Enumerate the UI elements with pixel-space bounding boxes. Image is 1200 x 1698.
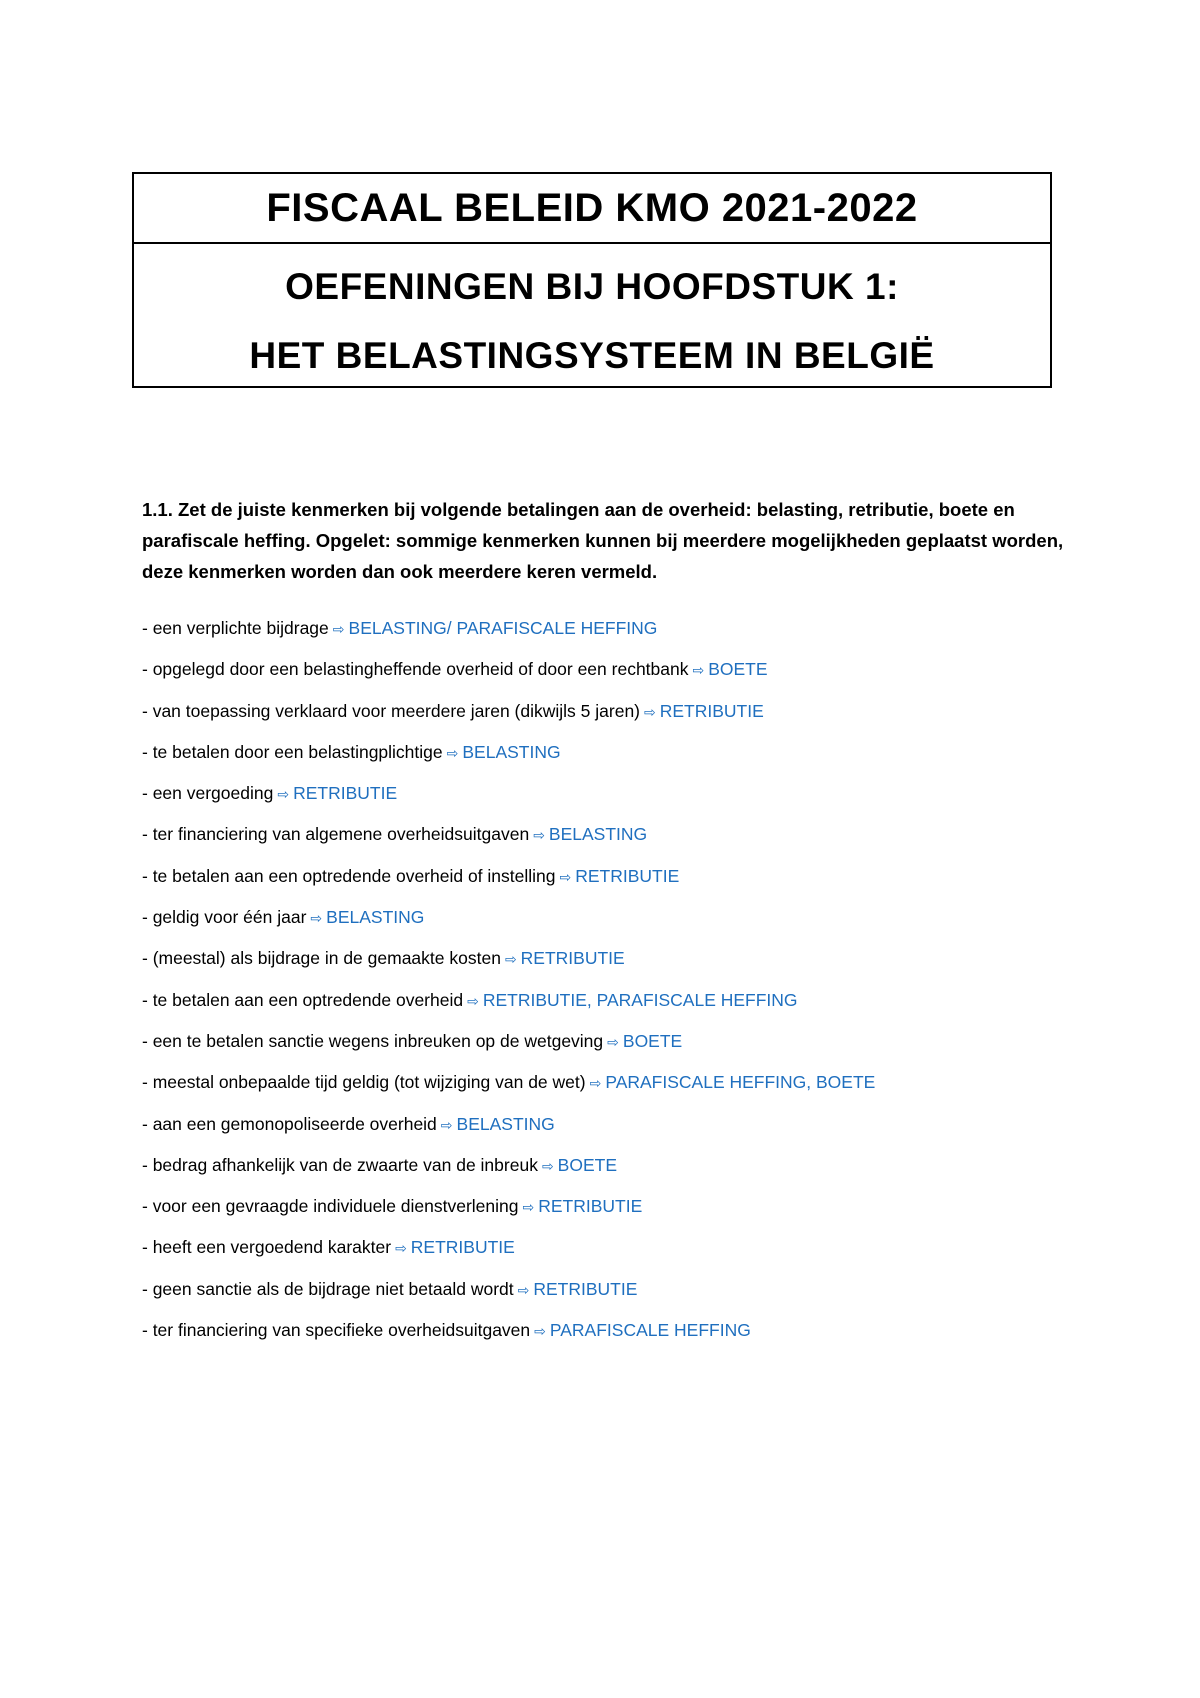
item-text: - meestal onbepaalde tijd geldig (tot wijziging van de wet) xyxy=(142,1072,586,1093)
question-text: 1.1. Zet de juiste kenmerken bij volgende betalingen aan de overheid: belasting, retributie, boete en parafiscale heffing. Opgelet: sommige kenmerken kunnen bij meerdere mogelijkheden geplaatst worden, deze kenmerken worden dan ook meerdere keren vermeld. xyxy=(142,499,1064,582)
list-item xyxy=(142,1104,1072,1145)
arrow-right-icon: ⇨ xyxy=(277,787,290,804)
arrow-right-icon: ⇨ xyxy=(534,1324,546,1341)
item-answer: RETRIBUTIE, PARAFISCALE HEFFING xyxy=(482,989,798,1010)
item-answer: RETRIBUTIE xyxy=(293,783,398,804)
arrow-right-icon: ⇨ xyxy=(467,993,479,1010)
arrow-right-icon: ⇨ xyxy=(692,663,705,680)
item-text: - geen sanctie als de bijdrage niet betaald wordt xyxy=(142,1278,514,1299)
list-item xyxy=(142,856,1072,897)
arrow-right-icon: ⇨ xyxy=(589,1076,602,1093)
item-text: - een vergoeding xyxy=(142,783,274,804)
arrow-right-icon: ⇨ xyxy=(446,745,459,762)
item-text: - ter financiering van specifieke overheidsuitgaven xyxy=(142,1320,531,1341)
list-item xyxy=(142,1269,1072,1310)
list-item xyxy=(142,897,1072,938)
list-item xyxy=(142,1062,1072,1103)
list-item xyxy=(142,1227,1072,1268)
item-text: - heeft een vergoedend karakter xyxy=(142,1237,392,1258)
answer-list xyxy=(142,608,1072,1351)
list-item xyxy=(142,980,1072,1021)
arrow-right-icon: ⇨ xyxy=(607,1034,619,1051)
item-text: - aan een gemonopoliseerde overheid xyxy=(142,1113,437,1134)
item-answer: BELASTING xyxy=(548,824,648,845)
item-answer: BELASTING xyxy=(326,907,425,928)
arrow-right-icon: ⇨ xyxy=(310,911,323,928)
arrow-right-icon: ⇨ xyxy=(504,952,517,969)
list-item xyxy=(142,1310,1072,1351)
item-text: - te betalen aan een optredende overheid of instelling xyxy=(142,865,556,886)
item-text: - voor een gevraagde individuele dienstverlening xyxy=(142,1196,519,1217)
exercise-title-line-1: OEFENINGEN BIJ HOOFDSTUK 1: xyxy=(285,265,899,307)
item-answer: BELASTING/ PARAFISCALE HEFFING xyxy=(348,618,658,638)
item-text: - ter financiering van algemene overheidsuitgaven xyxy=(142,824,530,845)
item-text: - geldig voor één jaar xyxy=(142,907,307,928)
item-text: - opgelegd door een belastingheffende overheid of door een rechtbank xyxy=(142,659,689,680)
list-item xyxy=(142,814,1072,855)
item-text: - te betalen door een belastingplichtige xyxy=(142,741,443,762)
exercise-title-line-2: HET BELASTINGSYSTEEM IN BELGIË xyxy=(249,334,935,376)
item-text: - een verplichte bijdrage xyxy=(142,618,329,638)
list-item xyxy=(142,938,1072,979)
arrow-right-icon: ⇨ xyxy=(559,869,572,886)
arrow-right-icon: ⇨ xyxy=(440,1117,453,1134)
arrow-right-icon: ⇨ xyxy=(395,1241,407,1258)
item-answer: RETRIBUTIE xyxy=(533,1278,638,1299)
list-item xyxy=(142,608,1072,649)
list-item xyxy=(142,691,1072,732)
item-answer: BOETE xyxy=(708,659,768,680)
list-item xyxy=(142,1145,1072,1186)
arrow-right-icon: ⇨ xyxy=(522,1200,535,1217)
item-answer: BOETE xyxy=(622,1030,683,1051)
list-item xyxy=(142,649,1072,690)
list-item xyxy=(142,1186,1072,1227)
list-item xyxy=(142,773,1072,814)
item-answer: PARAFISCALE HEFFING xyxy=(549,1320,751,1341)
course-title: FISCAAL BELEID KMO 2021-2022 xyxy=(134,174,1050,244)
arrow-right-icon: ⇨ xyxy=(533,828,545,845)
list-item xyxy=(142,732,1072,773)
item-answer: BELASTING xyxy=(462,741,561,762)
exercise-title-block xyxy=(134,244,1050,390)
item-answer: RETRIBUTIE xyxy=(410,1237,515,1258)
item-text: - (meestal) als bijdrage in de gemaakte kosten xyxy=(142,948,501,969)
item-text: - van toepassing verklaard voor meerdere jaren (dikwijls 5 jaren) xyxy=(142,700,640,721)
item-answer: BELASTING xyxy=(456,1113,555,1134)
item-text: - een te betalen sanctie wegens inbreuken op de wetgeving xyxy=(142,1030,604,1051)
item-answer: PARAFISCALE HEFFING, BOETE xyxy=(605,1072,876,1093)
title-box xyxy=(132,172,1052,388)
list-item xyxy=(142,1021,1072,1062)
item-answer: RETRIBUTIE xyxy=(575,865,680,886)
item-answer: BOETE xyxy=(557,1154,617,1175)
item-text: - te betalen aan een optredende overheid xyxy=(142,989,464,1010)
arrow-right-icon: ⇨ xyxy=(517,1282,530,1299)
item-answer: RETRIBUTIE xyxy=(520,948,625,969)
item-answer: RETRIBUTIE xyxy=(659,700,764,721)
item-answer: RETRIBUTIE xyxy=(538,1196,643,1217)
arrow-right-icon: ⇨ xyxy=(541,1158,554,1175)
arrow-right-icon: ⇨ xyxy=(644,704,656,721)
arrow-right-icon: ⇨ xyxy=(332,622,345,638)
item-text: - bedrag afhankelijk van de zwaarte van de inbreuk xyxy=(142,1154,538,1175)
